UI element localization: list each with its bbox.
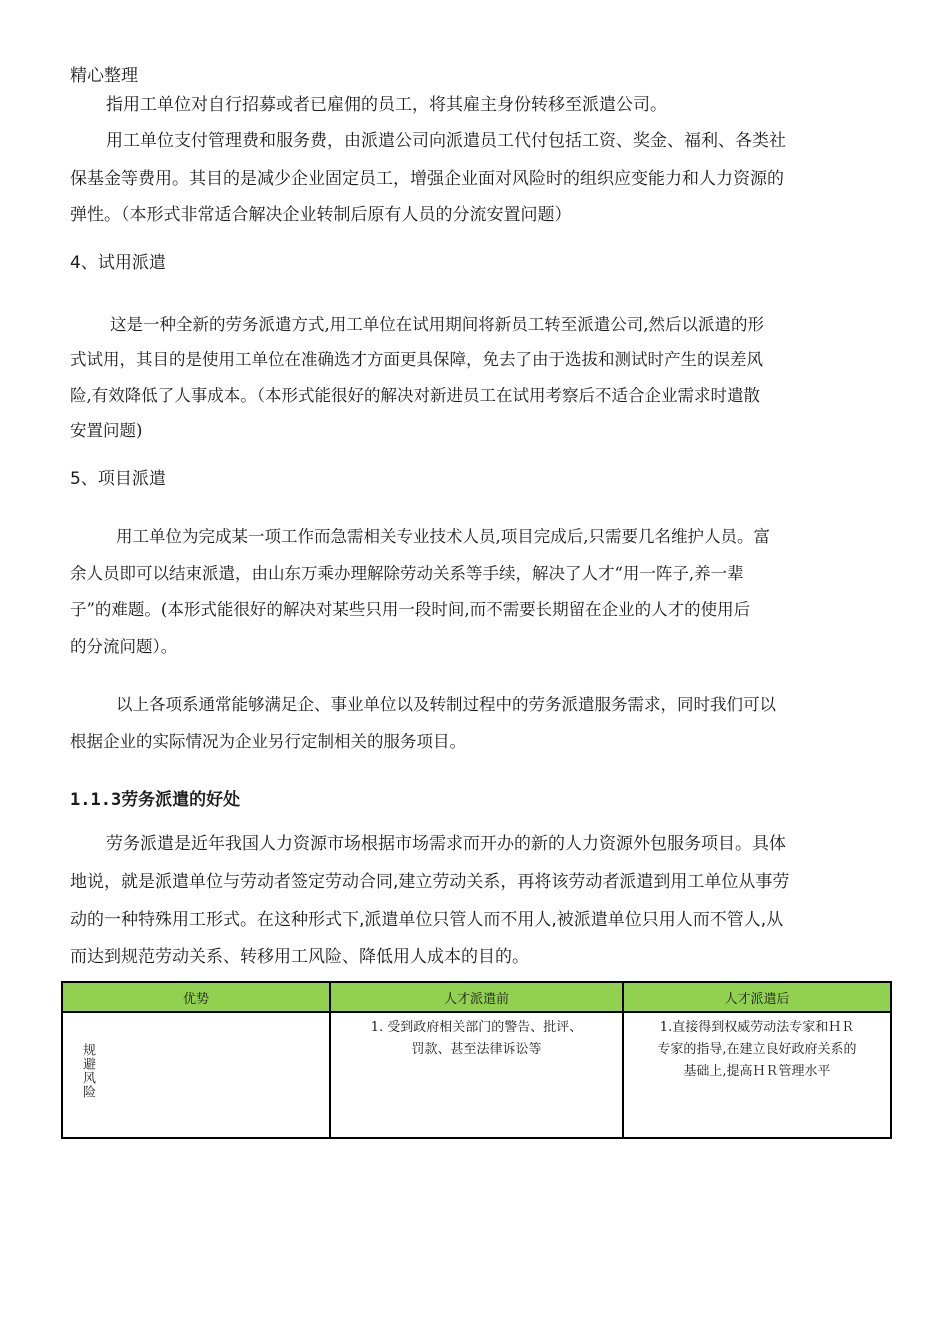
subheading-trial-dispatch: 4、试用派遣 <box>70 253 166 273</box>
paragraph-line: 安置问题) <box>70 421 143 440</box>
paragraph-line: 用工单位为完成某一项工作而急需相关专业技术人员,项目完成后,只需要几名维护人员。富 <box>116 527 770 546</box>
header-after: 人才派遣后 <box>623 982 891 1012</box>
paragraph-line: 式试用，其目的是使用工单位在准确选才方面更具保障，免去了由于选拔和测试时产生的误差风 <box>70 350 763 369</box>
before-cell <box>330 1012 623 1138</box>
row-label-cell <box>62 1012 330 1138</box>
paragraph-line: 动的一种特殊用工形式。在这种形式下,派遣单位只管人而不用人,被派遣单位只用人而不管人,从 <box>70 910 784 930</box>
after-text-line: 专家的指导,在建立良好政府关系的 <box>657 1042 857 1057</box>
before-text-line: 1. 受到政府相关部门的警告、批评、 <box>370 1020 583 1035</box>
page-header: 精心整理 <box>70 66 138 86</box>
subheading-project-dispatch: 5、项目派遣 <box>70 469 166 489</box>
paragraph-line: 这是一种全新的劳务派遣方式,用工单位在试用期间将新员工转至派遣公司,然后以派遣的形 <box>110 315 764 334</box>
after-cell <box>623 1012 891 1138</box>
paragraph-line: 根据企业的实际情况为企业另行定制相关的服务项目。 <box>70 732 466 751</box>
paragraph-line: 险,有效降低了人事成本。（本形式能很好的解决对新进员工在试用考察后不适合企业需求时遣散 <box>70 386 760 405</box>
section-title: 劳务派遣的好处 <box>121 790 241 810</box>
paragraph-line: 的分流问题）。 <box>70 637 178 656</box>
paragraph-line: 而达到规范劳动关系、转移用工风险、降低用人成本的目的。 <box>70 947 529 967</box>
paragraph-line: 余人员即可以结束派遣，由山东万乘办理解除劳动关系等手续，解决了人才“用一阵子,养一辈 <box>70 564 744 583</box>
paragraph-line: 用工单位支付管理费和服务费，由派遣公司向派遣员工代付包括工资、奖金、福利、各类社 <box>106 131 786 151</box>
section-heading <box>70 790 240 810</box>
paragraph-line: 指用工单位对自行招募或者已雇佣的员工，将其雇主身份转移至派遣公司。 <box>106 95 667 115</box>
advantages-table <box>61 981 892 1139</box>
row-label: 规避风险 <box>80 1043 95 1099</box>
paragraph-line: 保基金等费用。其目的是减少企业固定员工，增强企业面对风险时的组织应变能力和人力资源的 <box>70 169 784 189</box>
section-number: 1.1.3 <box>70 790 122 810</box>
paragraph-line: 弹性。（本形式非常适合解决企业转制后原有人员的分流安置问题） <box>70 205 572 225</box>
after-text-line: 基础上,提高ＨＲ管理水平 <box>683 1064 831 1079</box>
paragraph-line: 地说，就是派遣单位与劳动者签定劳动合同,建立劳动关系，再将该劳动者派遣到用工单位从事劳 <box>70 872 790 892</box>
table-row <box>62 1012 891 1138</box>
table-header-row <box>62 982 891 1012</box>
header-advantage: 优势 <box>62 982 330 1012</box>
paragraph-line: 子”的难题。(本形式能很好的解决对某些只用一段时间,而不需要长期留在企业的人才的使用后 <box>70 600 751 619</box>
after-text-line: 1.直接得到权威劳动法专家和ＨＲ <box>659 1020 855 1035</box>
paragraph-line: 劳务派遣是近年我国人力资源市场根据市场需求而开办的新的人力资源外包服务项目。具体 <box>106 834 786 854</box>
before-text-line: 罚款、甚至法律诉讼等 <box>411 1042 542 1057</box>
paragraph-line: 以上各项系通常能够满足企、事业单位以及转制过程中的劳务派遣服务需求，同时我们可以 <box>116 695 776 714</box>
header-before: 人才派遣前 <box>330 982 623 1012</box>
